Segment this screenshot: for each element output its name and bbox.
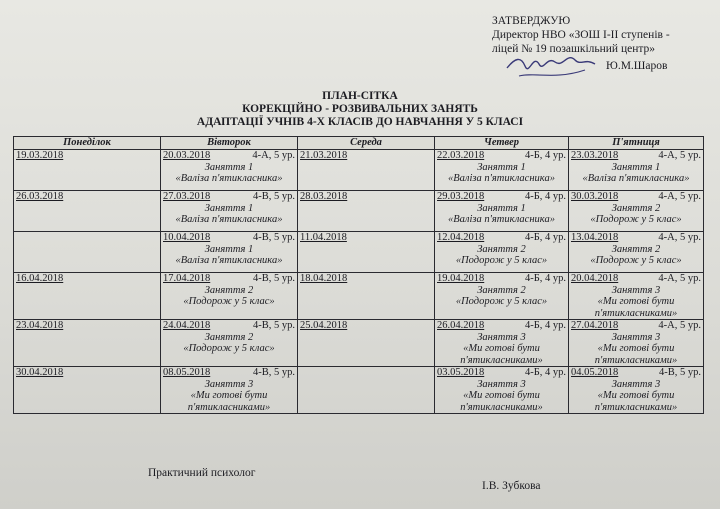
cell-text-line: Заняття 2 [611, 202, 661, 214]
schedule-cell [569, 367, 704, 414]
psychologist-name: І.В. Зубкова [482, 480, 541, 492]
cell-date: 20.04.2018 [571, 273, 619, 284]
schedule-cell [161, 232, 298, 273]
cell-date: 27.04.2018 [571, 320, 619, 331]
cell-date: 18.04.2018 [300, 273, 348, 284]
schedule-cell [569, 150, 704, 191]
cell-text-line: «Ми готові бути [190, 390, 268, 401]
director-name: Ю.М.Шаров [606, 60, 668, 72]
cell-date: 19.03.2018 [16, 150, 64, 161]
cell-date: 24.04.2018 [163, 320, 211, 331]
cell-class-lesson: 4-Б, 4 ур. [524, 273, 566, 284]
cell-date: 30.03.2018 [571, 191, 619, 202]
cell-text-line: «Валіза п'ятикласника» [175, 173, 283, 184]
cell-class-lesson: 4-В, 5 ур. [253, 191, 295, 202]
schedule-cell [14, 367, 161, 414]
cell-text-line: «Валіза п'ятикласника» [448, 214, 555, 225]
approval-title: ЗАТВЕРДЖУЮ [492, 15, 571, 27]
cell-text-line: «Подорож у 5 клас» [183, 343, 275, 354]
cell-date: 30.04.2018 [16, 367, 64, 378]
cell-date: 28.03.2018 [300, 191, 348, 202]
cell-date: 17.04.2018 [163, 273, 211, 284]
cell-class-lesson: 4-В, 5 ур. [253, 367, 295, 378]
schedule-cell [298, 320, 435, 367]
col-header: П'ятниця [569, 137, 704, 150]
cell-date: 10.04.2018 [163, 232, 211, 243]
table-row [14, 232, 704, 273]
cell-class-lesson: 4-А, 5 ур. [658, 150, 701, 161]
schedule-cell [435, 191, 569, 232]
cell-text-line: п'ятикласниками» [460, 354, 543, 366]
schedule-cell [161, 367, 298, 414]
table-row [14, 191, 704, 232]
cell-text-line: Заняття 3 [477, 331, 526, 343]
cell-text-line: п'ятикласниками» [460, 401, 543, 413]
col-header: Понеділок [14, 137, 161, 150]
cell-text-line: «Ми готові бути [597, 296, 675, 307]
cell-date: 26.03.2018 [16, 191, 64, 202]
schedule-cell [298, 367, 435, 414]
cell-text-line: Заняття 1 [204, 243, 254, 255]
schedule-cell [14, 150, 161, 191]
cell-class-lesson: 4-Б, 4 ур. [524, 191, 566, 202]
schedule-table [13, 136, 704, 414]
schedule-cell [298, 191, 435, 232]
schedule-cell [435, 367, 569, 414]
approval-line-1: Директор НВО «ЗОШ І-ІІ ступенів - [492, 29, 670, 41]
cell-text-line: «Валіза п'ятикласника» [175, 214, 283, 225]
cell-text-line: Заняття 1 [611, 161, 661, 173]
cell-date: 08.05.2018 [163, 367, 211, 378]
cell-class-lesson: 4-Б, 4 ур. [524, 367, 566, 378]
cell-date: 23.03.2018 [571, 150, 619, 161]
cell-date: 20.03.2018 [163, 150, 211, 161]
cell-text-line: «Ми готові бути [597, 343, 675, 354]
cell-class-lesson: 4-В, 5 ур. [253, 273, 295, 284]
cell-class-lesson: 4-А, 5 ур. [658, 320, 701, 331]
cell-text-line: Заняття 1 [477, 202, 526, 214]
schedule-cell [435, 232, 569, 273]
schedule-cell [14, 320, 161, 367]
table-row [14, 273, 704, 320]
cell-text-line: Заняття 2 [204, 331, 254, 343]
schedule-cell [298, 273, 435, 320]
doc-title-line-2: КОРЕКЦІЙНО - РОЗВИВАЛЬНИХ ЗАНЯТЬ [242, 103, 478, 115]
schedule-cell [14, 191, 161, 232]
cell-text-line: Заняття 2 [477, 284, 526, 296]
header-row [14, 137, 704, 150]
cell-text-line: «Валіза п'ятикласника» [448, 173, 555, 184]
table-row [14, 150, 704, 191]
cell-date: 21.03.2018 [300, 150, 348, 161]
cell-date: 16.04.2018 [16, 273, 64, 284]
schedule-cell [298, 232, 435, 273]
cell-date: 11.04.2018 [300, 232, 347, 243]
cell-text-line: «Подорож у 5 клас» [455, 296, 548, 307]
cell-text-line: Заняття 2 [611, 243, 661, 255]
cell-text-line: «Ми готові бути [463, 390, 540, 401]
cell-text-line: Заняття 3 [611, 378, 661, 390]
schedule-cell [569, 320, 704, 367]
schedule-cell [161, 191, 298, 232]
cell-class-lesson: 4-Б, 4 ур. [524, 232, 566, 243]
cell-date: 22.03.2018 [437, 150, 485, 161]
cell-text-line: п'ятикласниками» [594, 307, 678, 319]
col-header: Вівторок [161, 137, 298, 150]
col-header: Середа [298, 137, 435, 150]
cell-text-line: п'ятикласниками» [187, 401, 271, 413]
cell-class-lesson: 4-В, 5 ур. [253, 232, 295, 243]
schedule-cell [161, 150, 298, 191]
schedule-cell [14, 273, 161, 320]
cell-date: 04.05.2018 [571, 367, 619, 378]
cell-class-lesson: 4-А, 5 ур. [658, 232, 701, 243]
director-signature [505, 46, 605, 86]
cell-date: 26.04.2018 [437, 320, 485, 331]
schedule-cell [161, 320, 298, 367]
doc-title-line-3: АДАПТАЦІЇ УЧНІВ 4-Х КЛАСІВ ДО НАВЧАННЯ У 5 КЛАСІ [196, 116, 524, 128]
cell-text-line: «Подорож у 5 клас» [590, 214, 682, 225]
cell-class-lesson: 4-В, 5 ур. [253, 320, 295, 331]
cell-date: 12.04.2018 [437, 232, 485, 243]
schedule-cell [569, 232, 704, 273]
cell-date: 19.04.2018 [437, 273, 485, 284]
table-row [14, 320, 704, 367]
col-header: Четвер [435, 137, 569, 150]
cell-text-line: «Подорож у 5 клас» [590, 255, 682, 266]
schedule-cell [161, 273, 298, 320]
cell-text-line: Заняття 3 [204, 378, 254, 390]
schedule-cell [435, 320, 569, 367]
cell-date: 03.05.2018 [437, 367, 485, 378]
cell-text-line: «Ми готові бути [463, 343, 540, 354]
cell-class-lesson: 4-Б, 4 ур. [524, 150, 566, 161]
cell-text-line: «Подорож у 5 клас» [455, 255, 548, 266]
cell-date: 23.04.2018 [16, 320, 64, 331]
cell-class-lesson: 4-Б, 4 ур. [524, 320, 566, 331]
cell-class-lesson: 4-А, 5 ур. [658, 273, 701, 284]
psychologist-role: Практичний психолог [148, 467, 256, 479]
cell-class-lesson: 4-В, 5 ур. [659, 367, 701, 378]
cell-text-line: п'ятикласниками» [594, 401, 678, 413]
cell-text-line: Заняття 3 [611, 284, 661, 296]
cell-text-line: Заняття 3 [611, 331, 661, 343]
cell-text-line: «Ми готові бути [597, 390, 675, 401]
cell-text-line: «Подорож у 5 клас» [183, 296, 275, 307]
cell-text-line: Заняття 3 [477, 378, 526, 390]
cell-text-line: Заняття 1 [477, 161, 526, 173]
schedule-cell [298, 150, 435, 191]
schedule-cell [14, 232, 161, 273]
cell-text-line: «Валіза п'ятикласника» [582, 173, 690, 184]
table-row [14, 367, 704, 414]
cell-text-line: п'ятикласниками» [594, 354, 678, 366]
doc-title-line-1: ПЛАН-СІТКА [322, 90, 398, 102]
cell-class-lesson: 4-А, 5 ур. [252, 150, 295, 161]
cell-text-line: «Валіза п'ятикласника» [175, 255, 283, 266]
cell-text-line: Заняття 1 [204, 161, 254, 173]
cell-text-line: Заняття 2 [204, 284, 254, 296]
schedule-cell [435, 273, 569, 320]
cell-date: 29.03.2018 [437, 191, 485, 202]
cell-text-line: Заняття 2 [477, 243, 526, 255]
cell-date: 27.03.2018 [163, 191, 211, 202]
cell-date: 13.04.2018 [571, 232, 619, 243]
cell-class-lesson: 4-А, 5 ур. [658, 191, 701, 202]
cell-date: 25.04.2018 [300, 320, 348, 331]
schedule-cell [569, 273, 704, 320]
schedule-cell [569, 191, 704, 232]
approval-line-2: ліцей № 19 позашкільний центр» [492, 43, 656, 55]
cell-text-line: Заняття 1 [204, 202, 254, 214]
schedule-cell [435, 150, 569, 191]
